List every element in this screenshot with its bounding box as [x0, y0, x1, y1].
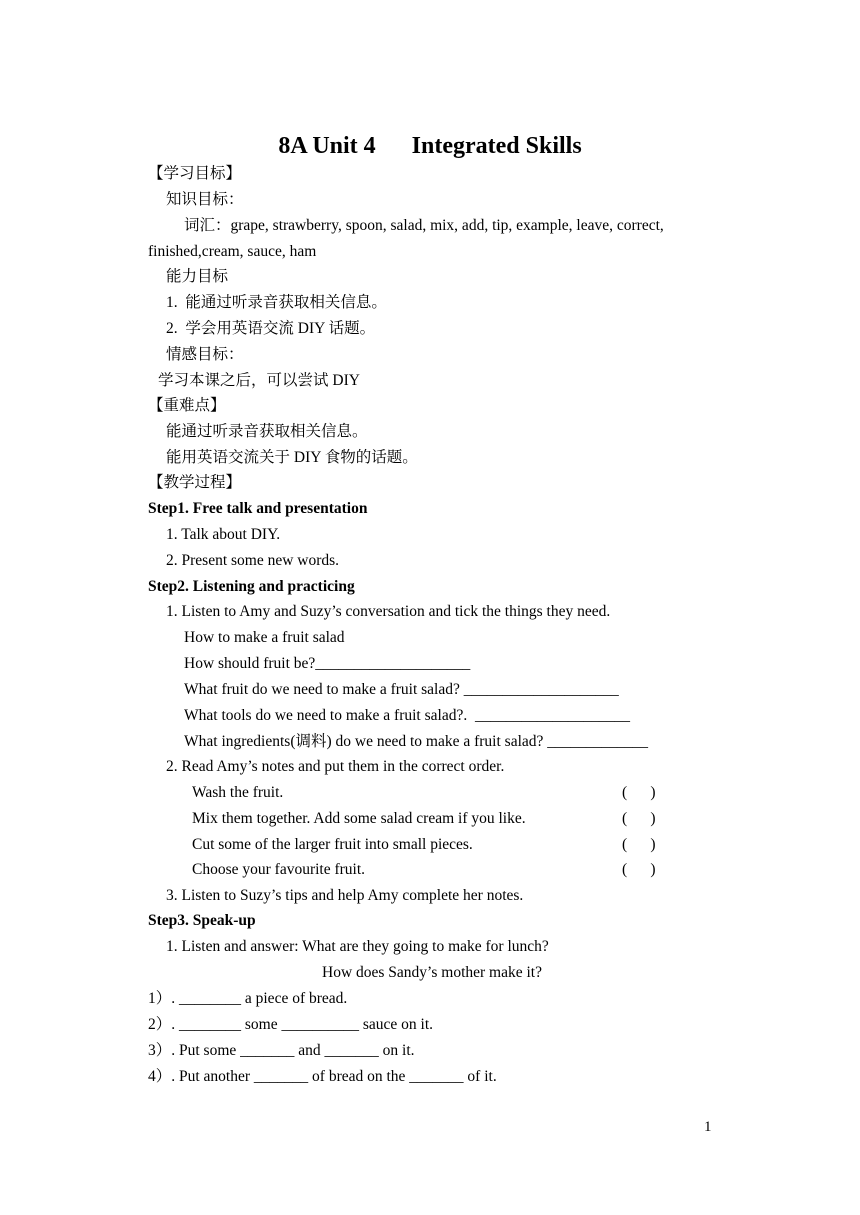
question-intro: How to make a fruit salad	[184, 629, 345, 646]
ability-label: 能力目标	[166, 268, 229, 285]
order-blank: ( )	[622, 836, 656, 853]
step2-title: Step2. Listening and practicing	[148, 578, 355, 595]
page-title: 8A Unit 4 Integrated Skills	[278, 133, 582, 159]
page-number: 1	[704, 1119, 712, 1135]
note-item: Choose your favourite fruit.	[192, 861, 366, 878]
fill-item-3: 3）. Put some _______ and _______ on it.	[148, 1042, 415, 1059]
step1-item-1: 1. Talk about DIY.	[166, 526, 281, 543]
step3-item-1: 1. Listen and answer: What are they going to make for lunch?	[166, 938, 549, 955]
step2-item-3: 3. Listen to Suzy’s tips and help Amy complete her notes.	[166, 887, 524, 904]
objectives-heading: 【学习目标】	[148, 165, 242, 182]
note-item: Mix them together. Add some salad cream if you like.	[192, 810, 526, 827]
vocab-line-2: finished,cream, sauce, ham	[148, 243, 317, 260]
step3-title: Step3. Speak-up	[148, 912, 256, 929]
step3-item-1b: How does Sandy’s mother make it?	[322, 964, 542, 981]
emotion-label: 情感目标：	[166, 346, 244, 363]
ability-item-2: 2. 学会用英语交流 DIY 话题。	[166, 320, 376, 337]
question-3: What tools do we need to make a fruit salad?. ____________________	[184, 707, 630, 724]
ability-item-1: 1. 能通过听录音获取相关信息。	[166, 294, 387, 311]
order-blank: ( )	[622, 810, 656, 827]
process-heading: 【教学过程】	[148, 474, 242, 491]
note-item: Wash the fruit.	[192, 784, 284, 801]
question-2: What fruit do we need to make a fruit salad? ____________________	[184, 681, 619, 698]
key-point-1: 能通过听录音获取相关信息。	[166, 423, 368, 440]
order-blank: ( )	[622, 861, 656, 878]
fill-item-4: 4）. Put another _______ of bread on the _______ of it.	[148, 1068, 497, 1085]
key-points-heading: 【重难点】	[148, 397, 226, 414]
step1-title: Step1. Free talk and presentation	[148, 500, 368, 517]
fill-item-1: 1）. ________ a piece of bread.	[148, 990, 348, 1007]
note-item: Cut some of the larger fruit into small pieces.	[192, 836, 473, 853]
key-point-2: 能用英语交流关于 DIY 食物的话题。	[166, 449, 418, 466]
question-1: How should fruit be?____________________	[184, 655, 471, 672]
emotion-text: 学习本课之后，可以尝试 DIY	[158, 372, 360, 389]
step2-item-1: 1. Listen to Amy and Suzy’s conversation and tick the things they need.	[166, 603, 611, 620]
order-blank: ( )	[622, 784, 656, 801]
question-4: What ingredients(调料) do we need to make a fruit salad? _____________	[184, 733, 649, 750]
knowledge-label: 知识目标：	[166, 191, 244, 208]
step1-item-2: 2. Present some new words.	[166, 552, 340, 569]
vocab-line-1: 词汇：grape, strawberry, spoon, salad, mix, add, tip, example, leave, correct,	[184, 217, 664, 234]
step2-item-2: 2. Read Amy’s notes and put them in the correct order.	[166, 758, 505, 775]
fill-item-2: 2）. ________ some __________ sauce on it.	[148, 1016, 434, 1033]
